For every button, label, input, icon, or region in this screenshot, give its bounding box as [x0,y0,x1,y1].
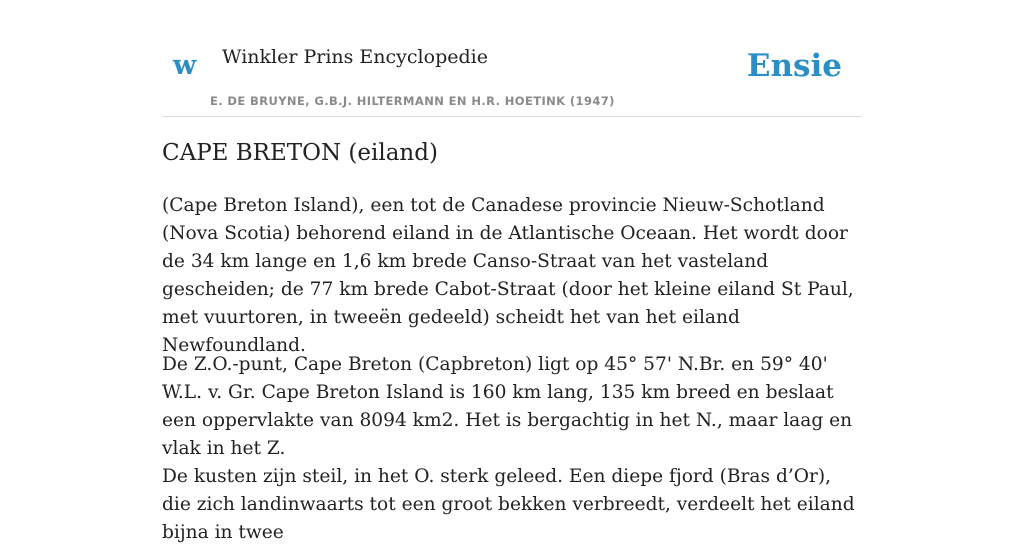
article-paragraph: De kusten zijn steil, in het O. sterk geleed. Een diepe fjord (Bras d’Or), die zich landinwaarts tot een groot bekken verbreedt, verdeelt het eiland bijna in twee [162,466,855,543]
article-paragraph: (Cape Breton Island), een tot de Canadese provincie Nieuw-Schotland (Nova Scotia) behorend eiland in de Atlantische Oceaan. Het wordt door de 34 km lange en 1,6 km brede Canso-Straat van het vasteland gescheiden; de 77 km brede Cabot-Straat (door het kleine eiland St Paul, met vuurtoren, in tweeën gedeeld) scheidt het van het eiland Newfoundland. [162,195,854,356]
article-title: CAPE BRETON (eiland) [162,140,438,166]
book-authors: E. DE BRUYNE, G.B.J. HILTERMANN EN H.R. HOETINK (1947) [210,94,615,108]
encyclopedia-logo-icon[interactable]: w [173,50,197,81]
page-container [162,0,862,543]
book-title[interactable]: Winkler Prins Encyclopedie [222,46,488,68]
article-paragraph: De Z.O.-punt, Cape Breton (Capbreton) ligt op 45° 57' N.Br. en 59° 40' W.L. v. Gr. Cape Breton Island is 160 km lang, 135 km breed en beslaat een oppervlakte van 8094 km2. Het is bergachtig in het N., maar laag en vlak in het Z. [162,354,853,459]
ensie-brand-logo[interactable]: Ensie [746,48,842,84]
page-header [162,0,862,117]
